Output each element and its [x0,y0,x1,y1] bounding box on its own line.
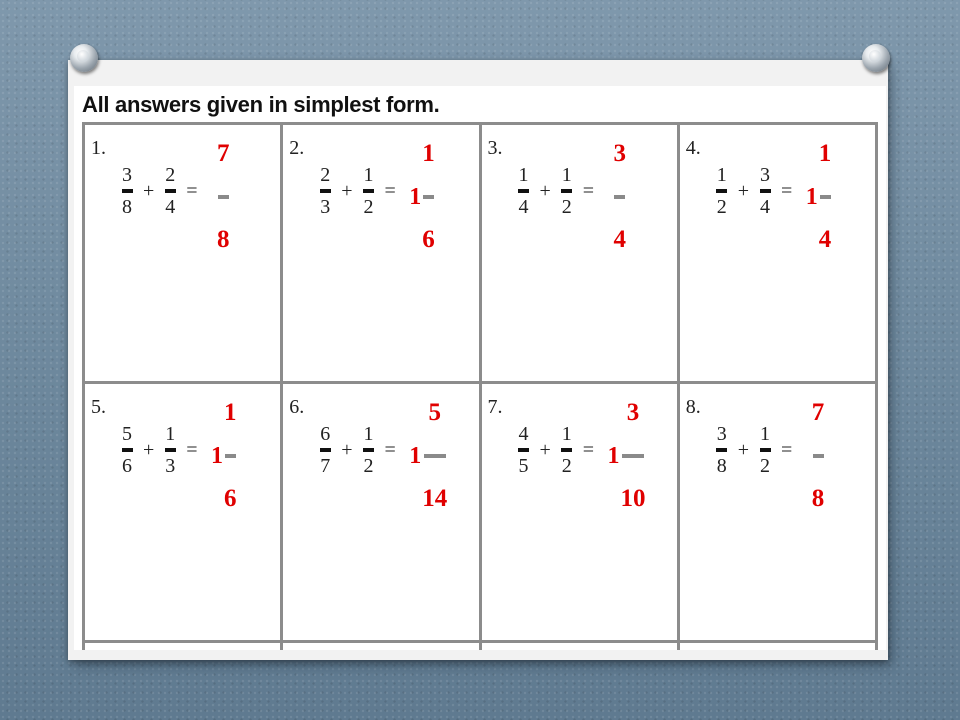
addend-fraction [119,164,135,218]
addend-fraction [516,164,532,218]
equals-sign: = [582,179,595,202]
numerator: 2 [165,164,176,186]
problem-number: 8. [685,396,701,418]
numerator: 1 [363,423,374,445]
fraction-bar [363,448,374,452]
answer-fraction [422,140,435,254]
answer-fraction-bar [820,195,831,199]
denominator: 3 [165,455,176,477]
fraction-bar [716,189,727,193]
addend-fraction [162,423,178,477]
answer-fraction [422,399,447,513]
numerator: 1 [760,423,771,445]
addend-fraction [757,423,773,477]
denominator: 2 [561,196,572,218]
answer-numerator: 1 [422,140,435,167]
problem-grid [82,122,878,650]
numerator: 6 [320,423,331,445]
answer [806,141,832,253]
plus-sign: + [539,438,551,461]
numerator: 1 [561,423,572,445]
problem-cell [85,384,280,640]
denominator: 4 [165,196,176,218]
cut-off-cell [85,643,280,650]
equals-sign: = [781,179,793,202]
answer-whole-number: 1 [409,183,422,210]
equals-sign: = [384,438,396,461]
cut-off-cell [482,643,677,650]
answer-numerator: 3 [626,399,640,426]
answer-fraction [224,399,237,513]
answer [608,400,646,512]
answer-fraction-bar [225,454,236,458]
problem-cell [680,384,875,640]
numerator: 2 [320,164,331,186]
answer-numerator: 7 [217,140,230,167]
equals-sign: = [781,438,793,461]
answer [409,400,447,512]
cut-off-cell [283,643,478,650]
denominator: 3 [320,196,331,218]
addend-fraction [559,164,575,218]
denominator: 2 [363,455,374,477]
denominator: 5 [518,455,529,477]
fraction-bar [760,189,771,193]
problem-number: 7. [487,396,503,418]
numerator: 5 [122,423,132,445]
fraction-bar [760,448,771,452]
answer-whole-number: 1 [805,183,818,210]
answer-denominator: 4 [613,226,626,253]
numerator: 1 [561,164,572,186]
answer-fraction-bar [218,195,229,199]
problem-cell [482,384,677,640]
fraction-bar [561,189,572,193]
answer-numerator: 1 [224,399,237,426]
problem-cell [85,125,280,381]
denominator: 7 [320,455,331,477]
denominator: 8 [122,196,132,218]
answer-whole-number: 1 [607,442,620,469]
answer-numerator: 1 [818,140,832,167]
answer-fraction-bar [614,195,625,199]
answer-fraction [621,399,646,513]
numerator: 3 [122,164,132,186]
answer-fraction [217,140,230,254]
problem-number: 1. [91,137,106,159]
denominator: 8 [716,455,727,477]
numerator: 3 [760,164,771,186]
numerator: 1 [165,423,176,445]
fraction-bar [165,189,176,193]
fraction-bar [518,189,529,193]
addend-fraction [516,423,532,477]
answer-whole-number: 1 [211,442,223,469]
answer-denominator: 14 [422,485,448,512]
fraction-bar [320,189,331,193]
answer-denominator: 10 [620,485,646,512]
denominator: 4 [518,196,529,218]
equals-sign: = [384,179,396,202]
plus-sign: + [341,438,353,461]
answer-numerator: 3 [613,140,626,167]
plus-sign: + [737,438,750,461]
answer-fraction-bar [423,195,434,199]
denominator: 2 [760,455,771,477]
plus-sign: + [341,179,353,202]
addend-fraction [317,423,333,477]
numerator: 3 [716,423,727,445]
equals-sign: = [582,438,595,461]
answer-fraction [819,140,832,254]
worksheet-heading: All answers given in simplest form. [82,92,440,117]
numerator: 1 [716,164,727,186]
fraction-bar [716,448,727,452]
numerator: 1 [518,164,529,186]
addend-fraction [361,423,377,477]
answer-fraction-bar [622,454,644,458]
answer-whole-number: 1 [409,442,422,469]
denominator: 2 [561,455,572,477]
worksheet [74,86,886,650]
answer-denominator: 6 [224,485,237,512]
denominator: 6 [122,455,132,477]
answer-numerator: 5 [428,399,441,426]
numerator: 4 [518,423,529,445]
addend-fraction [714,423,730,477]
problem-number: 3. [487,137,503,159]
cut-off-cell [680,643,875,650]
problem-number: 2. [289,137,305,159]
problem-cell [482,125,677,381]
equals-sign: = [186,438,198,461]
addend-fraction [757,164,773,218]
answer-denominator: 8 [217,226,230,253]
answer-denominator: 4 [818,226,832,253]
plus-sign: + [737,179,750,202]
denominator: 2 [363,196,374,218]
answer-fraction-bar [813,454,824,458]
answer-denominator: 8 [811,485,825,512]
fraction-bar [122,448,133,452]
fraction-bar [122,189,133,193]
denominator: 4 [760,196,771,218]
addend-fraction [162,164,178,218]
addend-fraction [559,423,575,477]
addend-fraction [119,423,135,477]
equals-sign: = [186,179,198,202]
answer [614,141,627,253]
denominator: 2 [716,196,727,218]
answer-fraction [614,140,627,254]
fraction-bar [561,448,572,452]
plus-sign: + [143,179,155,202]
answer [812,400,825,512]
answer-denominator: 6 [422,226,435,253]
plus-sign: + [539,179,551,202]
pushpin-icon [862,44,890,72]
addend-fraction [317,164,333,218]
problem-cell [283,384,478,640]
numerator: 1 [363,164,374,186]
problem-cell [680,125,875,381]
answer [217,141,230,253]
answer [211,400,237,512]
fraction-bar [320,448,331,452]
fraction-bar [518,448,529,452]
problem-number: 4. [685,137,701,159]
fraction-bar [363,189,374,193]
fraction-bar [165,448,176,452]
answer [409,141,435,253]
problem-number: 5. [91,396,106,418]
pushpin-icon [70,44,98,72]
problem-number: 6. [289,396,305,418]
answer-fraction-bar [424,454,446,458]
answer-numerator: 7 [811,399,825,426]
problem-cell [283,125,478,381]
addend-fraction [361,164,377,218]
plus-sign: + [143,438,155,461]
answer-fraction [812,399,825,513]
addend-fraction [714,164,730,218]
